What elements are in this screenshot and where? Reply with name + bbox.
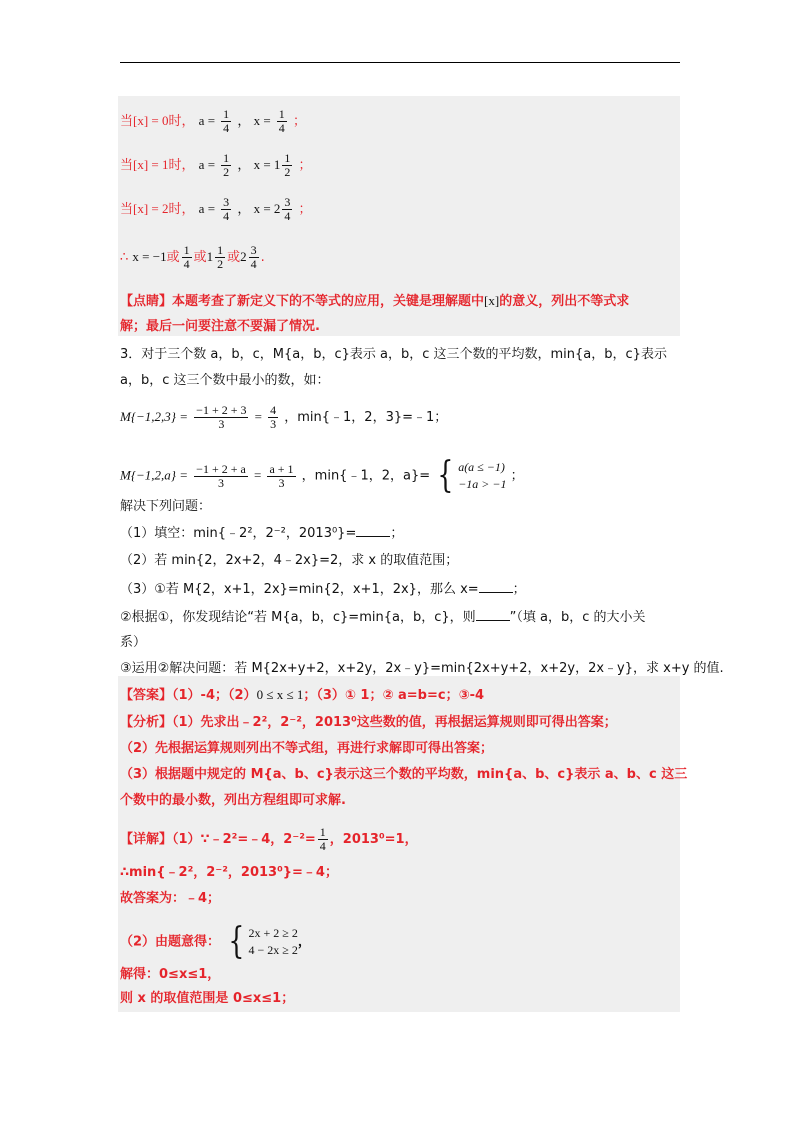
inequality-system: { 2x + 2 ≥ 2 4 − 2x ≥ 2 bbox=[228, 921, 298, 962]
solve-heading: 解决下列问题： bbox=[120, 499, 212, 514]
question-2: （2）若 min{2，2x+2，4﹣2x}=2，求 x 的取值范围； bbox=[120, 553, 459, 568]
analysis-line-3: （3）根据题中规定的 M{a、b、c}表示这三个数的平均数，min{a、b、c}表示 a、b、c 这三 bbox=[120, 767, 688, 782]
case-line-1: 当[x] = 1时， a = $\frac{1}{2}$ ， x = 1 $\frac{1}{2}$ ； bbox=[120, 151, 312, 179]
analysis-line-2: （2）先根据运算规则列出不等式组，再进行求解即可得出答案； bbox=[120, 741, 494, 756]
detail-line-6: 则 x 的取值范围是 0≤x≤1； bbox=[120, 991, 295, 1006]
problem-line-1: 3．对于三个数 a，b，c，M{a，b，c}表示 a，b，c 这三个数的平均数，min{a，b，c}表示 bbox=[120, 347, 667, 362]
answer-blank bbox=[479, 580, 513, 593]
analysis-line-1: 【分析】（1）先求出﹣2²，2⁻²，2013⁰这些数的值，再根据运算规则即可得出答案； bbox=[120, 715, 617, 730]
detail-line-1: 【详解】（1）∵﹣2²=﹣4，2⁻²= $\frac{1}{4}$ ，2013⁰=1， bbox=[120, 825, 418, 853]
question-3b-cont: 系） bbox=[120, 635, 147, 650]
detail-line-3: 故答案为：﹣4； bbox=[120, 891, 221, 906]
case-line-2: 当[x] = 2时， a = $\frac{3}{4}$ ， x = 2 $\frac{3}{4}$ ； bbox=[120, 195, 312, 223]
case-line-0: 当[x] = 0时， a = $\frac{1}{4}$ ， x = $\frac{1}{4}$ ； bbox=[120, 107, 306, 135]
detail-line-4: （2）由题意得： { 2x + 2 ≥ 2 4 − 2x ≥ 2 ， bbox=[120, 921, 311, 962]
question-1: （1）填空：min{﹣2²，2⁻²，2013⁰}= ； bbox=[120, 526, 404, 541]
problem-line-2: a，b，c 这三个数中最小的数，如： bbox=[120, 373, 330, 388]
answer-blank bbox=[356, 524, 390, 537]
answer-label: 【答案】 bbox=[120, 688, 173, 703]
detail-label: 【详解】 bbox=[120, 832, 173, 847]
analysis-line-4: 个数中的最小数，列出方程组即可求解. bbox=[120, 793, 346, 808]
conclusion-line: ∴ x = −1或 $\frac{1}{4}$ 或1 $\frac{1}{2}$ 或2 $\frac{3}{4}$ . bbox=[120, 243, 265, 271]
header-rule bbox=[120, 62, 680, 63]
detail-line-5: 解得：0≤x≤1， bbox=[120, 967, 221, 982]
comment-line-2: 解；最后一问要注意不要漏了情况. bbox=[120, 319, 320, 334]
answer-line: 【答案】（1）-4；（2）0 ≤ x ≤ 1；（3）① 1；② a=b=c；③-4 bbox=[120, 687, 485, 703]
example-2: M{−1,2,a} = $\frac{-1 + 2 + a}{3}$ = $\frac{a + 1}{3}$ ，min{﹣1，2，a}= { a(a ≤ −1) −1a > −1 ； bbox=[120, 455, 524, 496]
analysis-label: 【分析】 bbox=[120, 715, 173, 730]
comment-line-1: 【点睛】本题考查了新定义下的不等式的应用，关键是理解题中[x]的意义，列出不等式求 bbox=[120, 293, 630, 309]
question-3c: ③运用②解决问题：若 M{2x+y+2，x+2y，2x﹣y}=min{2x+y+2，x+2y，2x﹣y}，求 x+y 的值. bbox=[120, 661, 724, 676]
detail-line-2: ∴min{﹣2²，2⁻²，2013⁰}=﹣4； bbox=[120, 865, 338, 880]
comment-label: 【点睛】 bbox=[120, 294, 173, 309]
answer-blank bbox=[476, 608, 510, 621]
question-3: （3）①若 M{2，x+1，2x}=min{2，x+1，2x}，那么 x= ； bbox=[120, 582, 526, 597]
example-1: M{−1,2,3} = $\frac{-1 + 2 + 3}{3}$ = $\frac{4}{3}$ ，min{﹣1，2，3}=﹣1； bbox=[120, 403, 448, 431]
piecewise-brace: { a(a ≤ −1) −1a > −1 bbox=[437, 455, 507, 496]
question-3b: ②根据①，你发现结论“若 M{a，b，c}=min{a，b，c}，则 ”（填 a，b，c 的大小关 bbox=[120, 610, 646, 625]
